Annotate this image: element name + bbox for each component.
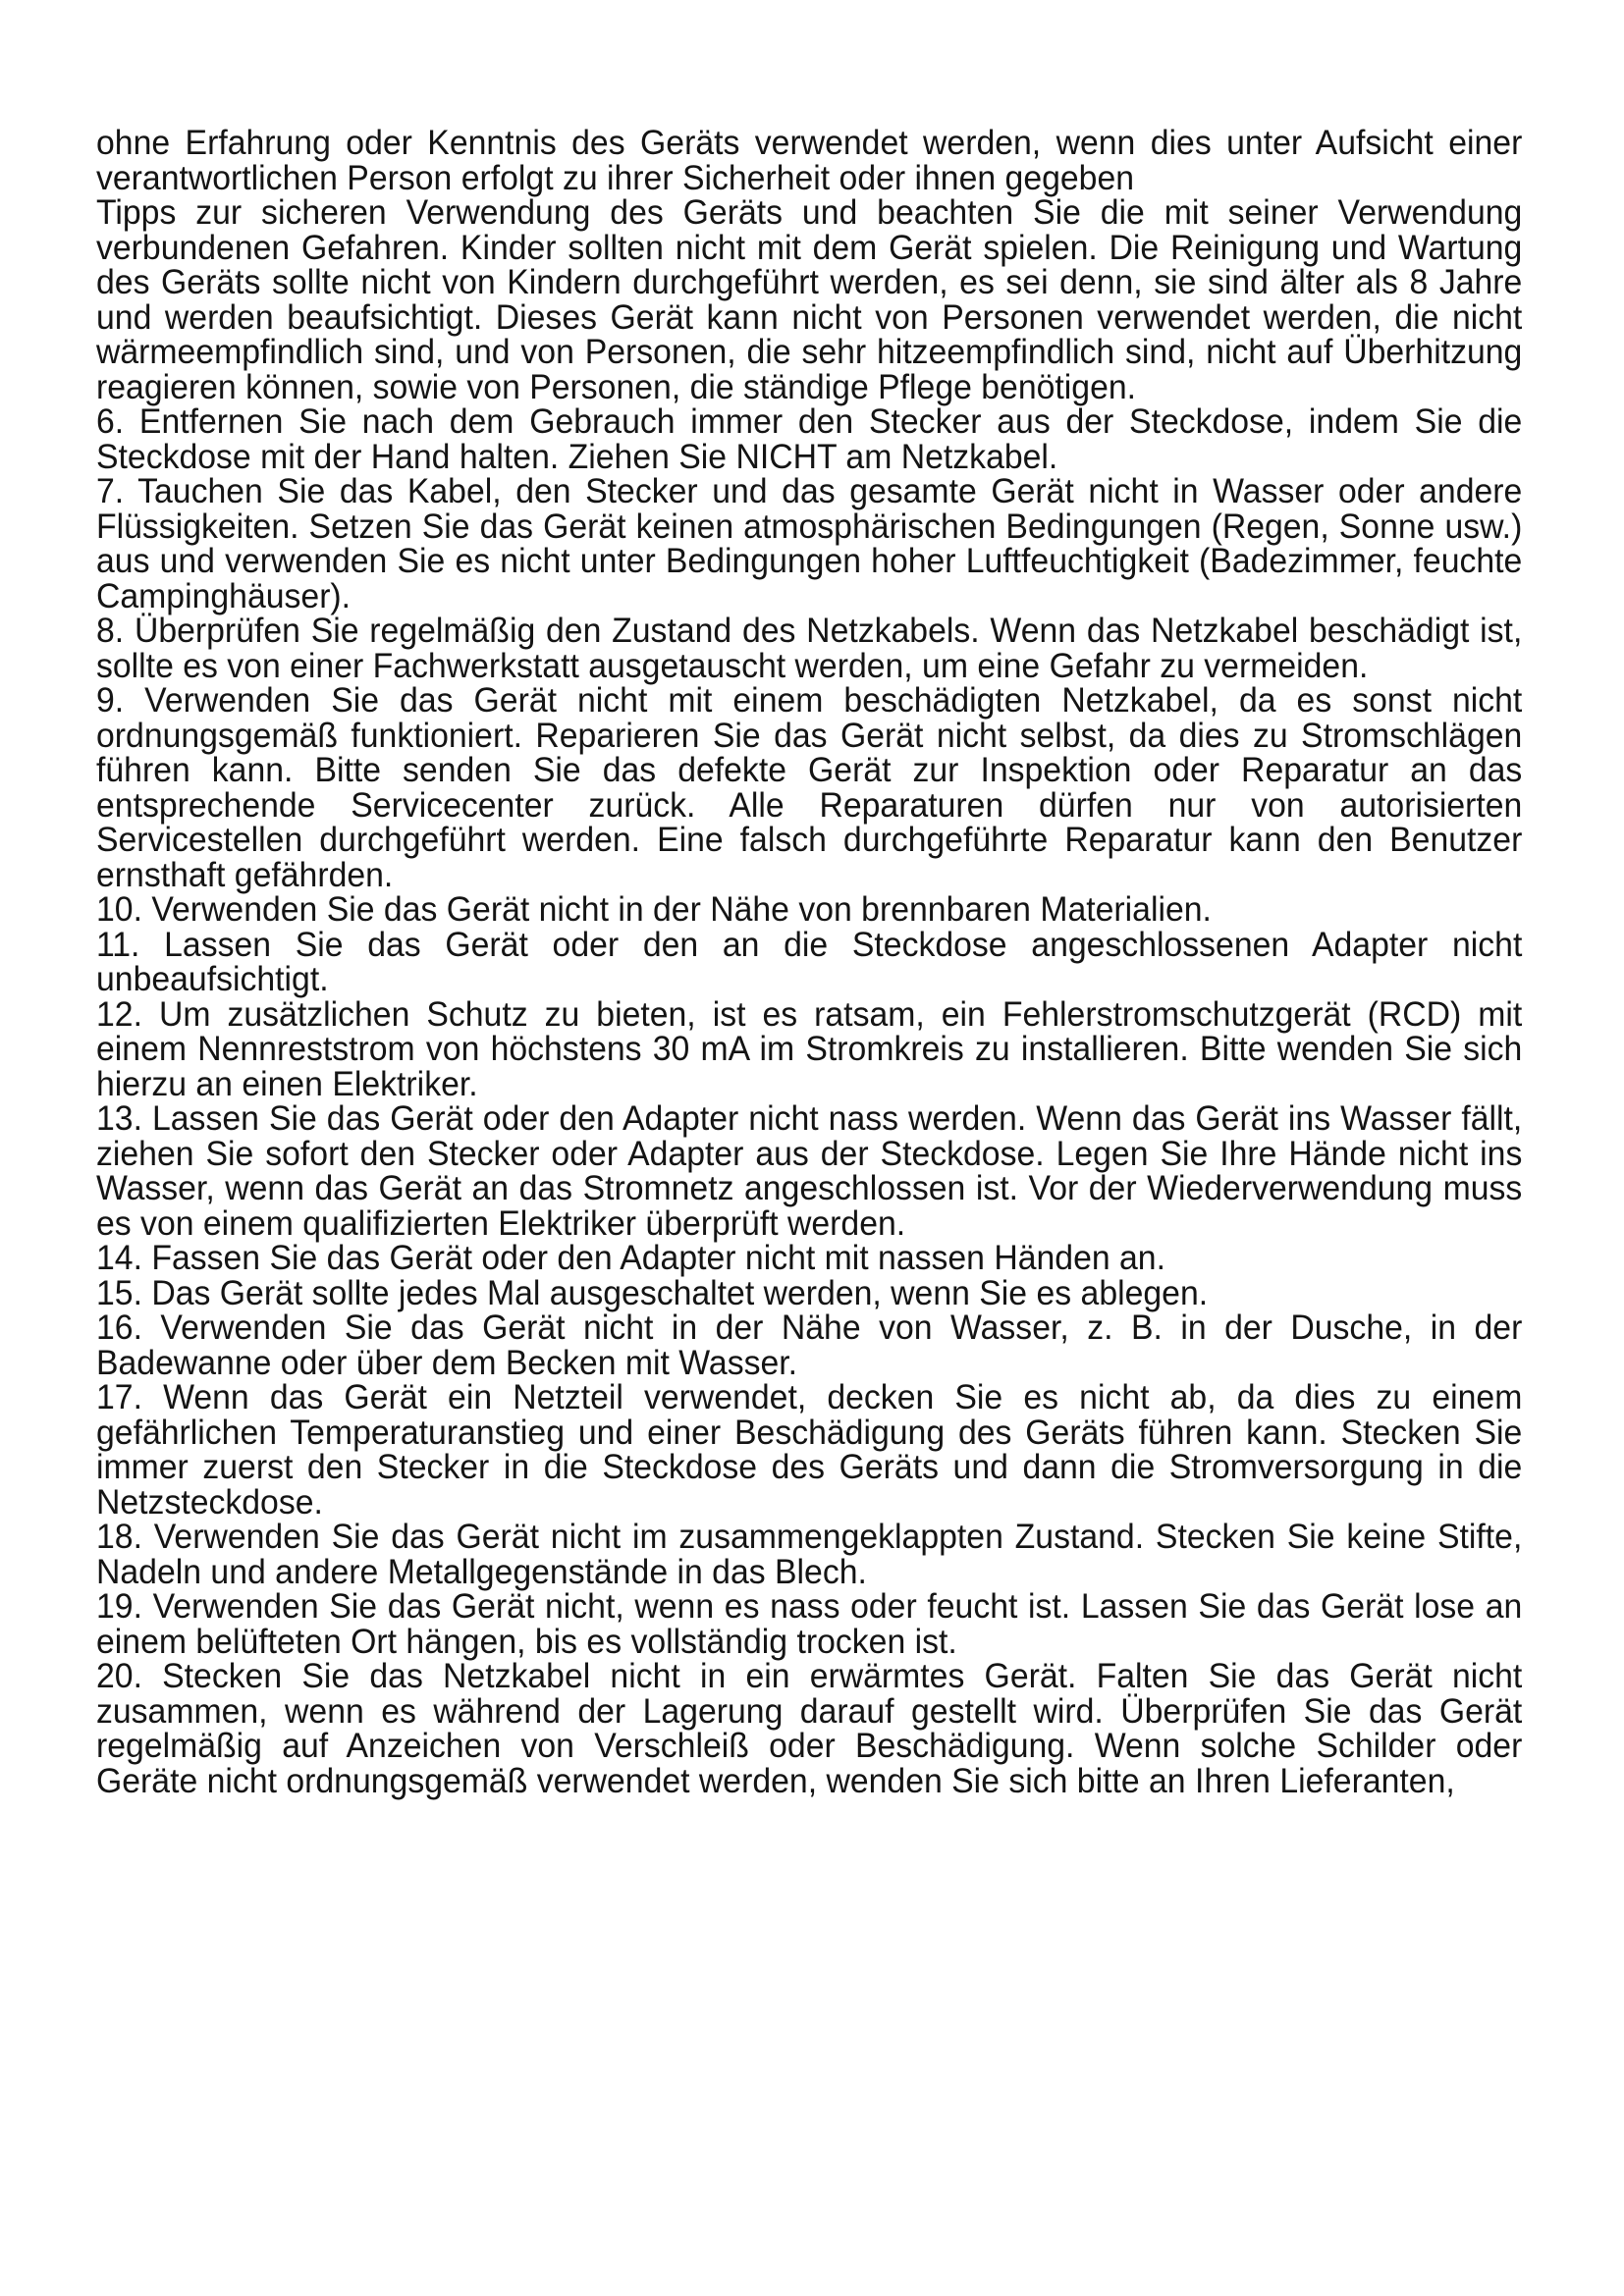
instruction-item-7: 7. Tauchen Sie das Kabel, den Stecker und das gesamte Gerät nicht in Wasser oder andere Flüssigkeiten. Setzen Sie das Gerät keinen atmosphärischen Bedingungen (Regen, Sonne usw.) aus und verwenden Sie es nicht unter Bedingungen hoher Luftfeuchtigkeit (Badezimmer, feuchte Campinghäuser). bbox=[96, 472, 1523, 615]
instruction-item-8: 8. Überprüfen Sie regelmäßig den Zustand des Netzkabels. Wenn das Netzkabel beschädigt ist, sollte es von einer Fachwerkstatt ausgetauscht werden, um eine Gefahr zu vermeiden. bbox=[96, 612, 1523, 685]
instruction-item-12: 12. Um zusätzlichen Schutz zu bieten, ist es ratsam, ein Fehlerstromschutzgerät (RCD) mit einem Nennreststrom von höchstens 30 mA im Stromkreis zu installieren. Bitte wenden Sie sich hierzu an einen Elektriker. bbox=[96, 994, 1523, 1103]
document-page bbox=[96, 126, 1522, 1798]
instruction-item-16: 16. Verwenden Sie das Gerät nicht in der Nähe von Wasser, z. B. in der Dusche, in der Badewanne oder über dem Becken mit Wasser. bbox=[96, 1308, 1523, 1382]
instruction-item-20: 20. Stecken Sie das Netzkabel nicht in ein erwärmtes Gerät. Falten Sie das Gerät nicht zusammen, wenn es während der Lagerung darauf gestellt wird. Überprüfen Sie das Gerät regelmäßig auf Anzeichen von Verschleiß oder Beschädigung. Wenn solche Schilder oder Geräte nicht ordnungsgemäß verwendet werden, wenden Sie sich bitte an Ihren Lieferanten, bbox=[96, 1657, 1523, 1800]
paragraph-safety-tips: Tipps zur sicheren Verwendung des Geräts und beachten Sie die mit seiner Verwendung verbundenen Gefahren. Kinder sollten nicht mit dem Gerät spielen. Die Reinigung und Wartung des Geräts sollte nicht von Kindern durchgeführt werden, es sei denn, sie sind älter als 8 Jahre und werden beaufsichtigt. Dieses Gerät kann nicht von Personen verwendet werden, die nicht wärmeempfindlich sind, und von Personen, die sehr hitzeempfindlich sind, nicht auf Überhitzung reagieren können, sowie von Personen, die ständige Pflege benötigen. bbox=[96, 193, 1523, 406]
instruction-item-9: 9. Verwenden Sie das Gerät nicht mit einem beschädigten Netzkabel, da es sonst nicht ordnungsgemäß funktioniert. Reparieren Sie das Gerät nicht selbst, da dies zu Stromschlägen führen kann. Bitte senden Sie das defekte Gerät zur Inspektion oder Reparatur an das entsprechende Servicecenter zurück. Alle Reparaturen dürfen nur von autorisierten Servicestellen durchgeführt werden. Eine falsch durchgeführte Reparatur kann den Benutzer ernsthaft gefährden. bbox=[96, 681, 1523, 894]
paragraph-supervision-continued: ohne Erfahrung oder Kenntnis des Geräts verwendet werden, wenn dies unter Aufsicht einer verantwortlichen Person erfolgt zu ihrer Sicherheit oder ihnen gegeben bbox=[96, 124, 1523, 197]
instruction-item-15: 15. Das Gerät sollte jedes Mal ausgeschaltet werden, wenn Sie es ablegen. bbox=[96, 1273, 1209, 1312]
instruction-item-14: 14. Fassen Sie das Gerät oder den Adapter nicht mit nassen Händen an. bbox=[96, 1239, 1165, 1277]
instruction-item-17: 17. Wenn das Gerät ein Netzteil verwendet, decken Sie es nicht ab, da dies zu einem gefährlichen Temperaturanstieg und einer Beschädigung des Geräts führen kann. Stecken Sie immer zuerst den Stecker in die Steckdose des Geräts und dann die Stromversorgung in die Netzsteckdose. bbox=[96, 1378, 1523, 1522]
instruction-item-19: 19. Verwenden Sie das Gerät nicht, wenn es nass oder feucht ist. Lassen Sie das Gerät lose an einem belüfteten Ort hängen, bis es vollständig trocken ist. bbox=[96, 1587, 1523, 1661]
instruction-item-10: 10. Verwenden Sie das Gerät nicht in der Nähe von brennbaren Materialien. bbox=[96, 890, 1212, 929]
instruction-item-18: 18. Verwenden Sie das Gerät nicht im zusammengeklappten Zustand. Stecken Sie keine Stifte, Nadeln und andere Metallgegenstände in das Blech. bbox=[96, 1518, 1523, 1591]
instruction-item-6: 6. Entfernen Sie nach dem Gebrauch immer den Stecker aus der Steckdose, indem Sie die Steckdose mit der Hand halten. Ziehen Sie NICHT am Netzkabel. bbox=[96, 402, 1523, 476]
instruction-item-13: 13. Lassen Sie das Gerät oder den Adapter nicht nass werden. Wenn das Gerät ins Wasser fällt, ziehen Sie sofort den Stecker oder Adapter aus der Steckdose. Legen Sie Ihre Hände nicht ins Wasser, wenn das Gerät an das Stromnetz angeschlossen ist. Vor der Wiederverwendung muss es von einem qualifizierten Elektriker überprüft werden. bbox=[96, 1099, 1523, 1243]
instruction-item-11: 11. Lassen Sie das Gerät oder den an die Steckdose angeschlossenen Adapter nicht unbeaufsichtigt. bbox=[96, 925, 1523, 998]
